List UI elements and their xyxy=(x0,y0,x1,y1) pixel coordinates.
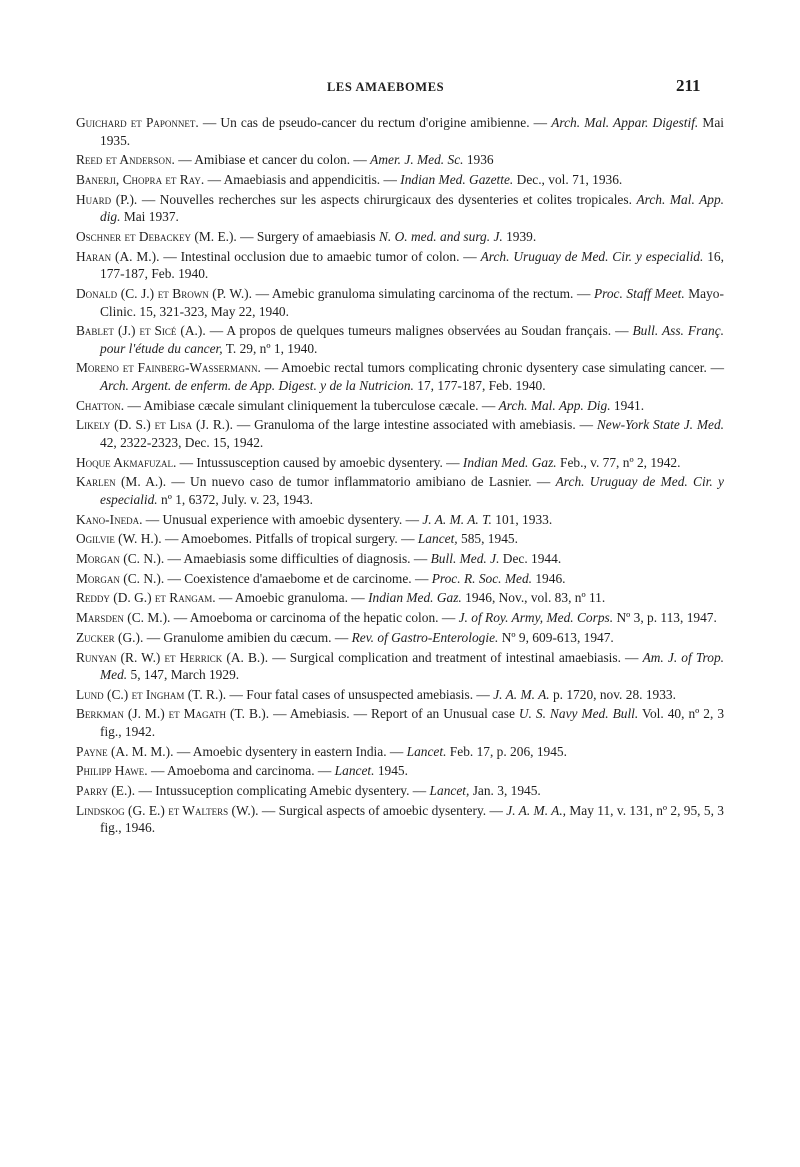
reference-details: nº 1, 6372, July. v. 23, 1943. xyxy=(161,492,313,507)
reference-journal: Lancet. xyxy=(334,763,375,779)
reference-journal: N. O. med. and surg. J. xyxy=(379,228,503,244)
reference-journal: Lancet, xyxy=(417,531,458,547)
reference-entry xyxy=(76,511,724,529)
reference-title: — Intestinal occlusion due to amaebic tumor of colon. — xyxy=(163,248,477,264)
reference-entry xyxy=(76,589,724,607)
reference-title: — A propos de quelques tumeurs malignes observées au Soudan français. — xyxy=(209,323,629,339)
reference-title: — Nouvelles recherches sur les aspects chirurgicaux des dysenteries et colites tropicales. xyxy=(141,191,632,207)
reference-entry xyxy=(76,762,724,780)
reference-authors: Berkman (J. M.) et Magath (T. B.). xyxy=(76,706,270,722)
reference-entry xyxy=(76,228,724,246)
reference-entry xyxy=(76,285,724,320)
reference-title: — Amoeboma or carcinoma of the hepatic colon. — xyxy=(173,610,456,626)
reference-journal: Arch. Uruguay de Med. Cir. y especialid. xyxy=(100,474,724,507)
reference-authors: Oschner et Debackey (M. E.). xyxy=(76,228,237,244)
reference-details: 1946. xyxy=(535,570,566,586)
reference-details: Jan. 3, 1945. xyxy=(472,783,541,799)
reference-details: Vol. 40, nº 2, 3 fig., 1942. xyxy=(100,706,725,740)
reference-details: 1939. xyxy=(506,228,537,244)
reference-authors: Likely (D. S.) et Lisa (J. R.). xyxy=(76,417,233,433)
reference-details: 1941. xyxy=(613,397,645,413)
reference-entry xyxy=(76,322,724,357)
reference-authors: Bablet (J.) et Sicé (A.). xyxy=(76,323,206,339)
reference-entry xyxy=(76,686,724,704)
reference-authors: Huard (P.). xyxy=(76,191,138,207)
reference-authors: Reed et Anderson. xyxy=(76,152,175,168)
reference-entry xyxy=(76,570,724,588)
reference-title: — Amoebic dysentery in eastern India. — xyxy=(176,743,404,759)
reference-details: T. 29, nº 1, 1940. xyxy=(225,340,318,356)
reference-entry xyxy=(76,802,724,837)
reference-journal: Am. J. of Trop. Med. xyxy=(100,649,724,683)
reference-authors: Donald (C. J.) et Brown (P. W.). xyxy=(76,285,252,301)
reference-title: — Four fatal cases of unsuspected amebiasis. — xyxy=(229,686,490,702)
reference-entry xyxy=(76,629,724,647)
reference-authors: Moreno et Fainberg-Wassermann. xyxy=(76,360,261,376)
reference-journal: Bull. Med. J. xyxy=(430,551,500,567)
reference-entry xyxy=(76,705,724,740)
reference-authors: Karlen (M. A.). xyxy=(76,474,167,490)
reference-title: — Coexistence d'amaebome et de carcinome. — xyxy=(167,570,429,586)
reference-title: — Amebic granuloma simulating carcinoma of the rectum. — xyxy=(255,285,591,301)
reference-details: 5, 147, March 1929. xyxy=(130,667,240,683)
reference-journal: U. S. Navy Med. Bull. xyxy=(518,706,639,722)
reference-entry xyxy=(76,473,724,508)
reference-journal: Lancet. xyxy=(406,743,447,759)
reference-title: — Intussusception caused by amoebic dysentery. — xyxy=(179,454,460,470)
reference-entry xyxy=(76,151,724,169)
reference-title: — Unusual experience with amoebic dysentery. — xyxy=(145,511,419,527)
reference-details: 42, 2322-2323, Dec. 15, 1942. xyxy=(100,435,264,451)
reference-title: — Un cas de pseudo-cancer du rectum d'origine amibienne. — xyxy=(202,115,548,130)
reference-journal: Rev. of Gastro-Enterologie. xyxy=(351,629,499,645)
reference-entry xyxy=(76,782,724,800)
reference-journal: Arch. Argent. de enferm. de App. Digest. y de la Nutricion. xyxy=(100,378,414,394)
reference-details: 101, 1933. xyxy=(495,511,553,527)
page-number: 211 xyxy=(676,76,701,95)
reference-authors: Morgan (C. N.). xyxy=(76,551,165,567)
reference-authors: Guichard et Paponnet. xyxy=(76,115,199,130)
reference-entry xyxy=(76,359,724,394)
reference-title: — Surgical complication and treatment of intestinal amaebiasis. — xyxy=(272,649,639,665)
reference-journal: Lancet, xyxy=(429,783,470,799)
reference-details: 1945. xyxy=(377,763,408,779)
reference-entry xyxy=(76,114,724,149)
reference-journal: Arch. Mal. App. dig. xyxy=(100,191,724,225)
reference-title: — Amaebiasis and appendicitis. — xyxy=(207,171,397,187)
reference-authors: Chatton. xyxy=(76,397,125,413)
reference-authors: Reddy (D. G.) et Rangam. xyxy=(76,590,216,606)
reference-details: Mai 1937. xyxy=(123,209,179,225)
reference-details: 17, 177-187, Feb. 1940. xyxy=(417,378,546,394)
reference-details: Mai 1935. xyxy=(100,115,724,148)
reference-title: — Intussuception complicating Amebic dysentery. — xyxy=(138,783,427,799)
reference-authors: Lund (C.) et Ingham (T. R.). xyxy=(76,686,227,702)
reference-journal: Proc. Staff Meet. xyxy=(593,285,685,301)
reference-title: — Amibiase cæcale simulant cliniquement la tuberculose cæcale. — xyxy=(127,397,496,413)
reference-title: — Amaebiasis some difficulties of diagnosis. — xyxy=(167,551,428,567)
reference-entry xyxy=(76,171,724,189)
reference-journal: Indian Med. Gaz. xyxy=(462,454,557,470)
reference-details: 1946, Nov., vol. 83, nº 11. xyxy=(465,590,606,606)
reference-details: p. 1720, nov. 28. 1933. xyxy=(552,686,676,702)
reference-details: 1936 xyxy=(466,152,494,168)
reference-details: May 11, v. 131, nº 2, 95, 5, 3 fig., 1946. xyxy=(100,802,724,836)
reference-title: — Amebiasis. — Report of an Unusual case xyxy=(273,706,515,722)
reference-details: Nº 3, p. 113, 1947. xyxy=(616,610,717,626)
reference-journal: Amer. J. Med. Sc. xyxy=(370,152,464,168)
reference-details: Nº 9, 609-613, 1947. xyxy=(501,629,614,645)
reference-title: — Amoeboma and carcinoma. — xyxy=(150,763,332,779)
reference-title: — Un nuevo caso de tumor inflammatorio amibiano de Lasnier. — xyxy=(171,474,551,490)
reference-entry xyxy=(76,550,724,568)
reference-journal: Proc. R. Soc. Med. xyxy=(431,570,532,586)
reference-title: — Amibiase et cancer du colon. — xyxy=(178,152,367,168)
running-title: LES AMAEBOMES xyxy=(327,80,445,94)
reference-journal: Arch. Mal. Appar. Digestif. xyxy=(551,115,699,130)
reference-authors: Banerji, Chopra et Ray. xyxy=(76,171,205,187)
reference-authors: Marsden (C. M.). xyxy=(76,610,171,626)
reference-authors: Ogilvie (W. H.). xyxy=(76,531,162,547)
reference-details: Feb. 17, p. 206, 1945. xyxy=(449,743,567,759)
reference-details: Mayo-Clinic. 15, 321-323, May 22, 1940. xyxy=(100,285,724,319)
reference-authors: Philipp Hawe. xyxy=(76,763,148,779)
reference-journal: Bull. Ass. Franç. pour l'étude du cancer, xyxy=(100,323,724,356)
reference-entry xyxy=(76,530,724,548)
reference-details: Feb., v. 77, nº 2, 1942. xyxy=(560,454,681,470)
reference-details: 16, 177-187, Feb. 1940. xyxy=(100,248,724,282)
reference-authors: Lindskog (G. E.) et Walters (W.). xyxy=(76,802,259,818)
reference-title: — Surgical aspects of amoebic dysentery. — xyxy=(261,802,503,818)
reference-journal: J. A. M. A., xyxy=(506,802,567,818)
reference-journal: Indian Med. Gazette. xyxy=(400,171,514,187)
reference-details: 585, 1945. xyxy=(461,531,518,547)
reference-journal: J. A. M. A. xyxy=(493,686,550,702)
reference-entry xyxy=(76,609,724,627)
reference-journal: Arch. Mal. App. Dig. xyxy=(498,397,611,413)
reference-authors: Morgan (C. N.). xyxy=(76,570,165,586)
reference-entry xyxy=(76,397,724,415)
reference-authors: Runyan (R. W.) et Herrick (A. B.). xyxy=(76,649,269,665)
reference-authors: Parry (E.). xyxy=(76,783,136,799)
reference-details: Dec., vol. 71, 1936. xyxy=(516,171,623,187)
reference-authors: Haran (A. M.). xyxy=(76,248,160,264)
reference-entry xyxy=(76,454,724,472)
reference-journal: J. of Roy. Army, Med. Corps. xyxy=(458,610,614,626)
reference-title: — Amoebic granuloma. — xyxy=(218,590,365,606)
reference-title: — Amoebic rectal tumors complicating chronic dysentery case simulating cancer. — xyxy=(264,360,725,376)
reference-journal: New-York State J. Med. xyxy=(596,417,724,433)
reference-authors: Kano-Ineda. xyxy=(76,511,143,527)
reference-title: — Surgery of amaebiasis xyxy=(240,228,376,244)
reference-title: — Granuloma of the large intestine associated with amebiasis. — xyxy=(236,417,593,433)
reference-authors: Zucker (G.). xyxy=(76,629,144,645)
reference-entry xyxy=(76,416,724,451)
reference-entry xyxy=(76,191,724,226)
reference-journal: J. A. M. A. T. xyxy=(422,511,492,527)
reference-details: Dec. 1944. xyxy=(502,551,562,567)
reference-entry xyxy=(76,649,724,684)
reference-title: — Granulome amibien du cæcum. — xyxy=(146,629,349,645)
reference-journal: Arch. Uruguay de Med. Cir. y especialid. xyxy=(480,248,704,264)
reference-authors: Hoque Akmafuzal. xyxy=(76,454,177,470)
running-head xyxy=(0,76,800,100)
reference-list xyxy=(76,114,724,839)
reference-entry xyxy=(76,248,724,283)
reference-entry xyxy=(76,743,724,761)
reference-authors: Payne (A. M. M.). xyxy=(76,743,174,759)
reference-title: — Amoebomes. Pitfalls of tropical surgery. — xyxy=(164,531,415,547)
reference-journal: Indian Med. Gaz. xyxy=(368,590,462,606)
